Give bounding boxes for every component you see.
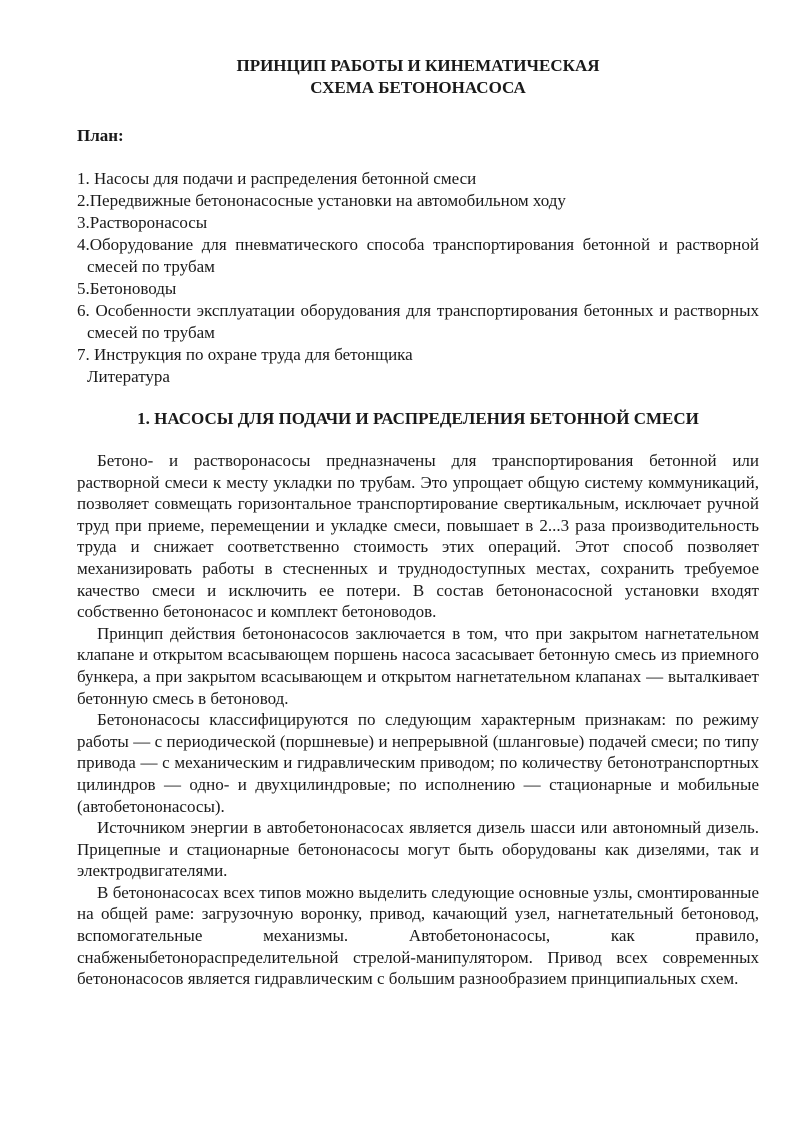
- plan-item-6: 6. Особенности эксплуатации оборудования для транспортирования бетонных и растворных смесей по трубам: [77, 301, 759, 342]
- body-paragraph-5: В бетононасосах всех типов можно выделить следующие основные узлы, смонтированные на общей раме: загрузочную воронку, привод, качающий узел, нагнетательный бетоновод, вспомогательные механизмы. Автобетононасосы, как правило, снабженыбетонораспределительной стрелой-манипулятором. Привод всех современных бетононасосов является гидравлическим с большим разнообразием принципиальных схем.: [77, 882, 759, 989]
- plan-list: [77, 168, 759, 388]
- body-paragraph-3: Бетононасосы классифицируются по следующим характерным признакам: по режиму работы — с периодической (поршневые) и непрерывной (шланговые) подачей смеси; по типу привода — с механическим и гидравлическим приводом; по количеству бетонотранспортных цилиндров — одно- и двухцилиндровые; по исполнению — стационарные и мобильные (автобетононасосы).: [77, 710, 759, 816]
- document-page: [77, 55, 759, 990]
- section-heading: 1. НАСОСЫ ДЛЯ ПОДАЧИ И РАСПРЕДЕЛЕНИЯ БЕТОННОЙ СМЕСИ: [137, 409, 699, 428]
- body-paragraph-1: Бетоно- и растворонасосы предназначены для транспортирования бетонной или растворной смеси к месту укладки по трубам. Это упрощает общую систему коммуникаций, позволяет совмещать горизонтальное транспортирование свертикальным, исключает ручной труд при приеме, перемещении и укладке смеси, повышает в 2...3 раза производительность труда и снижает соответственно стоимость этих операций. Этот способ позволяет механизировать работы в стесненных и труднодоступных местах, сохранить требуемое качество смеси и исключить ее потери. В состав бетононасосной установки входят собственно бетононасос и комплект бетоноводов.: [77, 451, 759, 622]
- plan-item-1: 1. Насосы для подачи и распределения бетонной смеси: [77, 169, 477, 188]
- plan-heading: План:: [77, 126, 124, 145]
- plan-item-4: 4.Оборудование для пневматического способа транспортирования бетонной и растворной смесей по трубам: [77, 235, 759, 276]
- plan-item-2: 2.Передвижные бетононасосные установки на автомобильном ходу: [77, 191, 566, 210]
- body-paragraph-4: Источником энергии в автобетононасосах является дизель шасси или автономный дизель. Прицепные и стационарные бетононасосы могут быть оборудованы как дизелями, так и электродвигателями.: [77, 818, 759, 881]
- title-line-2: СХЕМА БЕТОНОНАСОСА: [310, 78, 526, 97]
- body-paragraph-2: Принцип действия бетононасосов заключается в том, что при закрытом нагнетательном клапане и открытом всасывающем поршень насоса засасывает бетонную смесь из приемного бункера, а при закрытом всасывающем и открытом нагнетательном клапанах — выталкивает бетонную смесь в бетоновод.: [77, 623, 759, 708]
- plan-item-3: 3.Растворонасосы: [77, 213, 208, 232]
- section-body: [77, 450, 759, 990]
- plan-item-7: 7. Инструкция по охране труда для бетонщика: [77, 345, 413, 364]
- plan-item-literature: Литература: [87, 367, 170, 386]
- document-title: [77, 55, 759, 99]
- title-line-1: ПРИНЦИП РАБОТЫ И КИНЕМАТИЧЕСКАЯ: [236, 56, 600, 75]
- plan-item-5: 5.Бетоноводы: [77, 279, 177, 298]
